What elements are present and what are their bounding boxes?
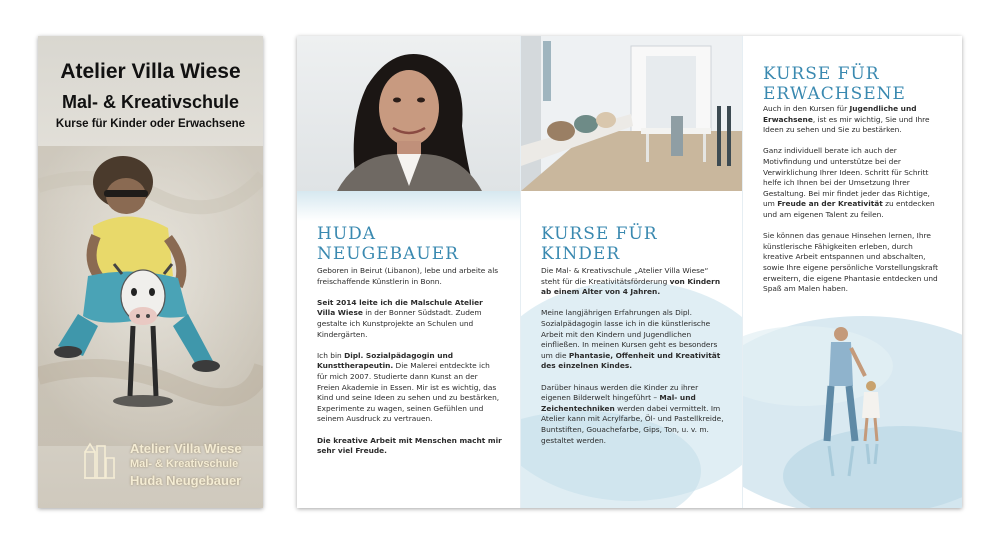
panel-about — [297, 36, 520, 508]
brand-name: Atelier Villa Wiese — [130, 441, 242, 456]
about-paragraph-4: Die kreative Arbeit mit Menschen macht mir sehr viel Freude. — [317, 435, 502, 456]
brochure-cover — [38, 36, 263, 508]
brand-owner: Huda Neugebauer — [130, 473, 242, 488]
villa-logo-icon — [82, 438, 116, 482]
about-heading: HUDA NEUGEBAUER — [317, 224, 459, 264]
adults-heading: KURSE FÜR ERWACHSENE — [763, 64, 906, 104]
kids-body — [541, 266, 726, 457]
brand-school: Mal- & Kreativschule — [130, 458, 239, 470]
kids-paragraph-3: Darüber hinaus werden die Kinder zu ihrer eigenen Bilderwelt hingeführt – Mal- und Zeichentechniken werden dabei vermittelt. Im Atelier kann mit Acrylfarbe, Öl- und Pastellkreide, Buntstiften, Gouachefarbe, Gips, Ton, u. v. m. gestaltet werden. — [541, 382, 724, 445]
about-paragraph-1: Geboren in Beirut (Libanon), lebe und arbeite als freischaffende Künstlerin in Bonn. — [317, 266, 499, 286]
portrait-photo — [297, 36, 520, 191]
brochure-inner-spread — [297, 36, 962, 508]
panel-adults — [742, 36, 962, 508]
about-paragraph-3: Ich bin Dipl. Sozialpädagogin und Kunsttherapeutin. Die Malerei entdeckte ich für mich 2007. Studierte dann Kunst an der Freien Akademie in Essen. Mir ist es wichtig, das Kind und seine Ideen zu sehen und zu bestärken, Experimente zu wagen, seinen Gefühlen und seinem Ausdruck zu vertrauen. — [317, 350, 500, 424]
about-paragraph-2: Seit 2014 leite ich die Malschule Atelier Villa Wiese in der Bonner Südstadt. Zudem gestalte ich Kunstprojekte an Schulen und Kindergärten. — [317, 297, 483, 339]
atelier-room-photo — [521, 36, 743, 191]
cover-subtitle: Mal- & Kreativschule — [61, 92, 240, 112]
kids-paragraph-2: Meine langjährigen Erfahrungen als Dipl. Sozialpädagogin lasse ich in die künstlerische Arbeit mit den Kindern und Jugendlichen einfließen. In meinen Kursen geht es besonders um die Phantasie, Offenheit und Kreativität des einzelnen Kindes. — [541, 308, 721, 371]
kids-heading: KURSE FÜR KINDER — [541, 224, 658, 264]
about-body — [317, 266, 502, 467]
panel-kids — [520, 36, 743, 508]
kids-paragraph-1: Die Mal- & Kreativschule „Atelier Villa Wiese“ steht für die Kreativitätsförderung von Kindern ab einem Alter von 4 Jahren. — [541, 266, 721, 297]
cover-tagline: Kurse für Kinder oder Erwachsene — [55, 118, 246, 130]
adults-paragraph-1: Auch in den Kursen für Jugendliche und Erwachsene, ist es mir wichtig, Sie und Ihre Ideen zu sehen und Sie zu bestärken. — [763, 104, 930, 135]
cover-title: Atelier Villa Wiese — [60, 60, 241, 83]
adults-paragraph-3: Sie können das genaue Hinsehen lernen, Ihre künstlerische Fähigkeiten erleben, durch kreative Arbeit entspannen und abschalten, sowie Ihre eigene persönliche Vorstellungskraft erweitern, die eigene Phantasie entdecken und Spaß am Malen haben. — [763, 231, 939, 294]
child-on-rocking-cow-painting — [38, 146, 263, 446]
adults-body — [763, 104, 943, 305]
adults-paragraph-2: Ganz individuell berate ich auch der Motivfindung und unterstütze bei der Verwirklichung Ihrer Ideen. Schritt für Schritt helfe ich Ihnen bei der Umsetzung Ihrer Gestaltung. Bei mir findet jeder das Richtige, um Freude an der Kreativität zu entdecken und am eigenen Talent zu feilen. — [763, 146, 935, 219]
